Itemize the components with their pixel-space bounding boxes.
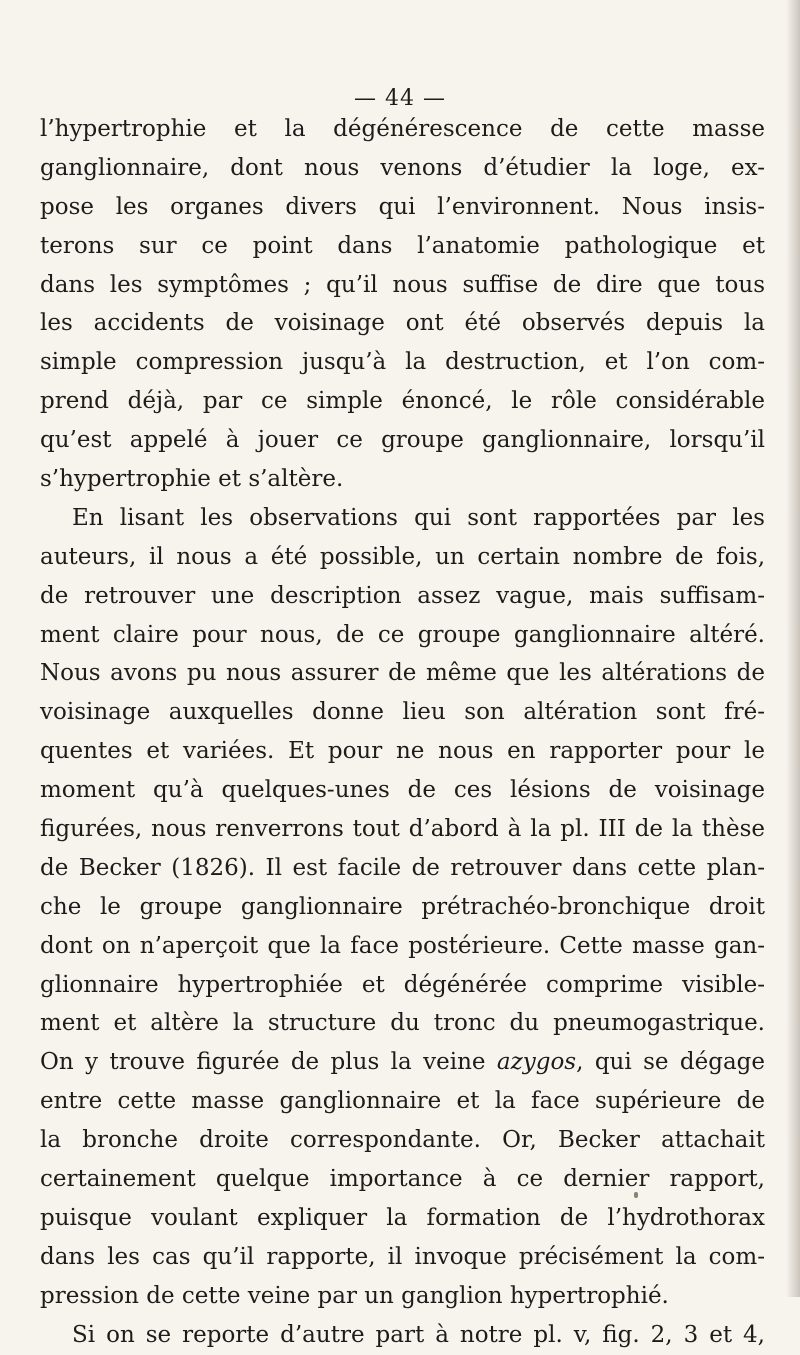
- text-line: de Becker (1826). Il est facile de retrouver dans cette plan-: [40, 854, 765, 881]
- text-line: l’hypertrophie et la dégénérescence de cette masse: [40, 116, 765, 142]
- page-edge-shadow: [786, 0, 800, 1297]
- text-line: terons sur ce point dans l’anatomie pathologique et: [40, 232, 765, 259]
- text-line: ment claire pour nous, de ce groupe ganglionnaire altéré.: [40, 621, 765, 648]
- text-line: qu’est appelé à jouer ce groupe ganglionnaire, lorsqu’il: [40, 427, 765, 454]
- text-line: moment qu’à quelques-unes de ces lésions de voisinage: [40, 777, 765, 804]
- text-line: pose les organes divers qui l’environnent. Nous insis-: [40, 193, 765, 220]
- text-line: de retrouver une description assez vague, mais suffisam-: [40, 582, 765, 609]
- text-line: pression de cette veine par un ganglion hypertrophié.: [40, 1282, 669, 1309]
- text-line: dont on n’aperçoit que la face postérieure. Cette masse gan-: [40, 932, 765, 959]
- text-line: ganglionnaire, dont nous venons d’étudier la loge, ex-: [40, 154, 765, 181]
- body-text: [40, 110, 765, 1355]
- text-line: prend déjà, par ce simple énoncé, le rôle considérable: [40, 388, 765, 415]
- text-line: dans les symptômes ; qu’il nous suffise de dire que tous: [40, 271, 765, 298]
- text-line: glionnaire hypertrophiée et dégénérée comprime visible-: [40, 971, 765, 998]
- text-line: entre cette masse ganglionnaire et la face supérieure de: [40, 1088, 765, 1115]
- text-line: s’hypertrophie et s’altère.: [40, 466, 344, 493]
- text-line: Si on se reporte d’autre part à notre pl. v, fig. 2, 3 et 4,: [72, 1321, 765, 1348]
- text-line: che le groupe ganglionnaire prétrachéo-bronchique droit: [40, 893, 765, 920]
- text-line: simple compression jusqu’à la destruction, et l’on com-: [40, 349, 765, 376]
- text-line: quentes et variées. Et pour ne nous en rapporter pour le: [40, 738, 765, 765]
- text-line: En lisant les observations qui sont rapportées par les: [72, 504, 765, 531]
- text-line-with-italic: [40, 1043, 765, 1082]
- text-line: les accidents de voisinage ont été observés depuis la: [40, 310, 765, 337]
- text-line: ment et altère la structure du tronc du pneumogastrique.: [40, 1010, 765, 1037]
- text-line: certainement quelque importance à ce dernier rapport,: [40, 1166, 765, 1193]
- text-fragment: On y trouve figurée de plus la veine: [40, 1049, 486, 1076]
- text-fragment: , qui se dégage: [576, 1049, 766, 1076]
- text-line: auteurs, il nous a été possible, un certain nombre de fois,: [40, 543, 765, 570]
- text-line: dans les cas qu’il rapporte, il invoque précisément la com-: [40, 1243, 765, 1270]
- text-line: la bronche droite correspondante. Or, Becker attachait: [40, 1127, 765, 1154]
- text-line: Nous avons pu nous assurer de même que les altérations de: [40, 660, 765, 687]
- page-number: — 44 —: [354, 86, 446, 111]
- italic-term: azygos: [496, 1049, 577, 1076]
- text-line: puisque voulant expliquer la formation de l’hydrothorax: [40, 1204, 765, 1231]
- text-line: figurées, nous renverrons tout d’abord à la pl. III de la thèse: [40, 816, 765, 843]
- text-line: voisinage auxquelles donne lieu son altération sont fré-: [40, 699, 765, 726]
- ink-speck: [634, 1192, 638, 1198]
